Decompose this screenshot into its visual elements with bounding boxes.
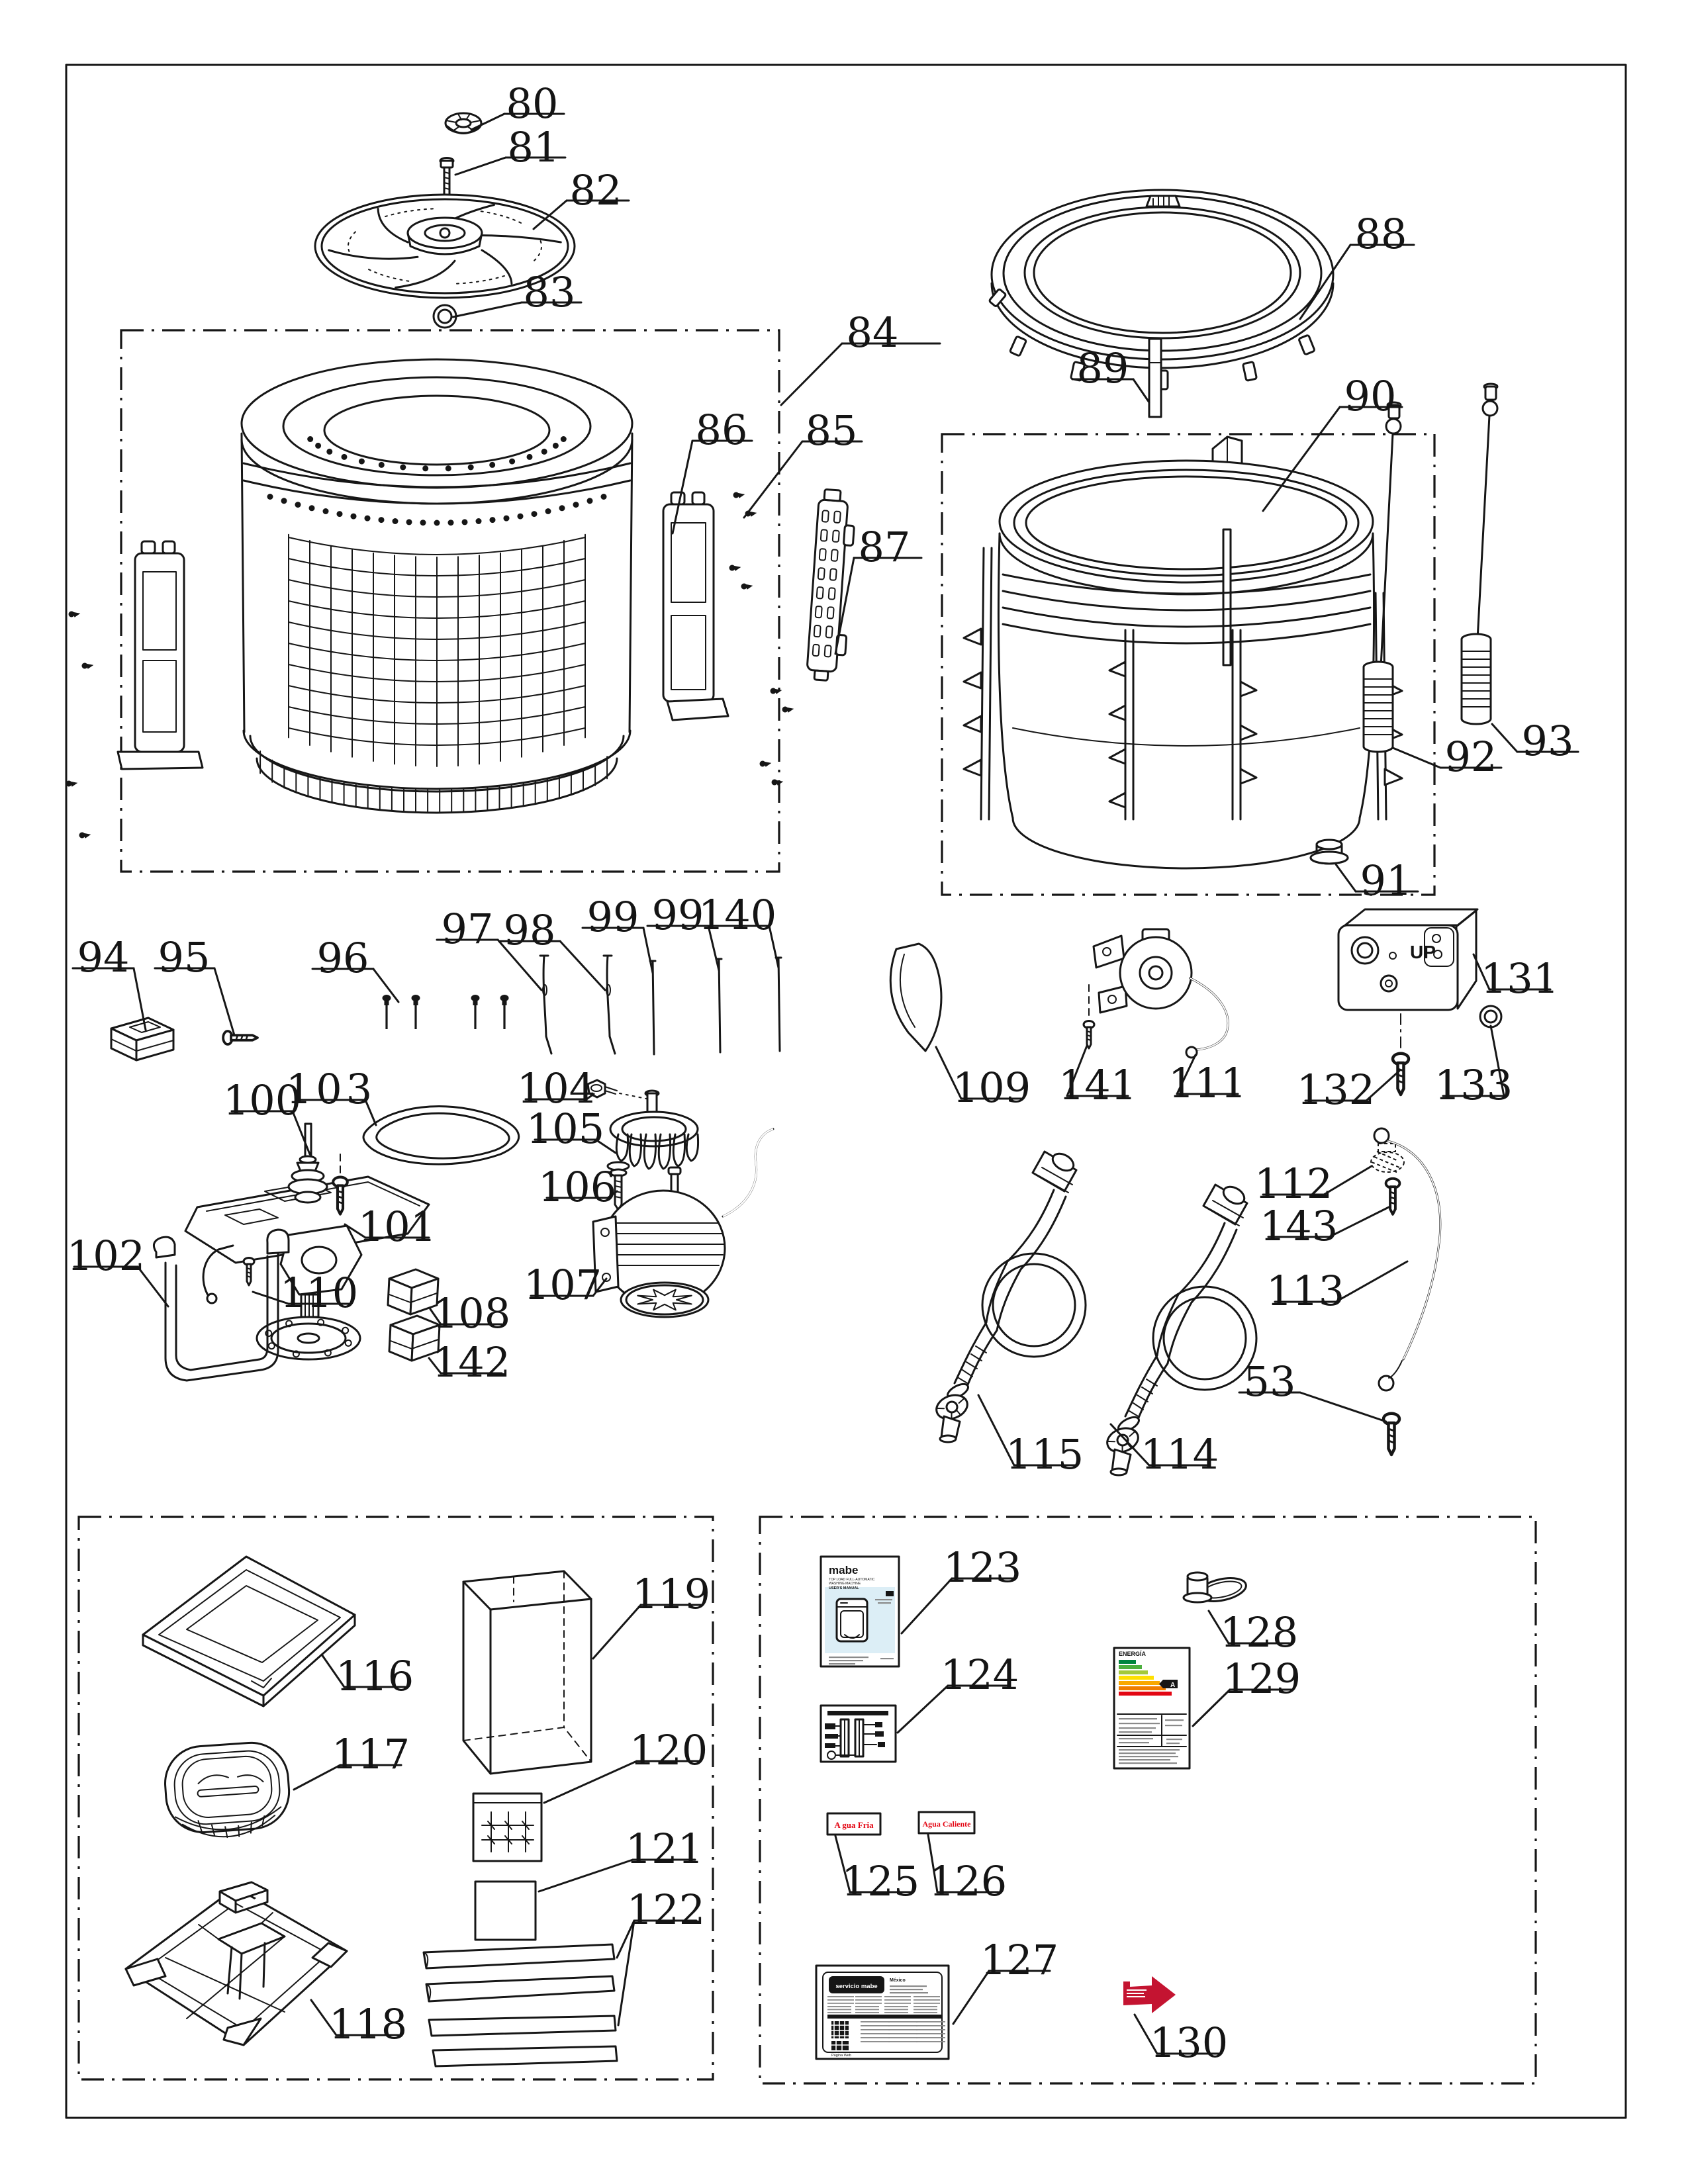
service-web: Página Web <box>831 2054 851 2058</box>
callout-122-51 <box>617 1886 705 2025</box>
part-140-rod <box>776 958 781 1051</box>
callout-129-58 <box>1193 1655 1301 1726</box>
label-126-hot-water <box>919 1812 974 1833</box>
callout-number: 53 <box>1243 1357 1296 1406</box>
part-94-connector-block <box>111 1018 173 1060</box>
callout-number: 140 <box>698 891 777 939</box>
callout-125-54 <box>835 1836 919 1905</box>
part-93-suspension-rod <box>1462 384 1497 724</box>
service-qr-codes <box>831 2021 849 2050</box>
callout-number: 133 <box>1434 1061 1513 1109</box>
callout-121-50 <box>539 1825 704 1891</box>
callout-number: 109 <box>952 1064 1031 1112</box>
callout-number: 97 <box>441 905 494 953</box>
callout-number: 108 <box>432 1289 511 1338</box>
part-98-bent-rod <box>604 956 615 1054</box>
part-124-wiring-diagram <box>821 1706 896 1762</box>
part-89-rod <box>1149 339 1161 417</box>
part-112-clip <box>1371 1144 1404 1173</box>
callout-number: 129 <box>1222 1655 1301 1703</box>
callout-number: 82 <box>569 166 622 214</box>
callout-number: 116 <box>335 1652 414 1700</box>
callout-123-52 <box>902 1543 1021 1633</box>
part-111-wire-harness <box>1186 978 1228 1058</box>
part-143-screw <box>1386 1179 1400 1214</box>
callout-111-33 <box>1168 1055 1246 1107</box>
part-115-inlet-hose <box>933 1150 1086 1442</box>
callout-number: 103 <box>285 1065 377 1113</box>
manual-washer-icon <box>837 1599 867 1641</box>
part-99-rod <box>650 961 655 1054</box>
callout-number: 91 <box>1360 856 1413 905</box>
callout-number: 107 <box>523 1261 602 1309</box>
callout-95-15 <box>155 933 234 1035</box>
callout-124-53 <box>898 1651 1019 1733</box>
callout-number: 123 <box>943 1543 1022 1592</box>
callout-number: 81 <box>507 123 560 171</box>
part-121-sheet <box>475 1882 536 1940</box>
callout-number: 95 <box>158 933 211 981</box>
part-108-damper <box>388 1269 438 1314</box>
callout-number: 113 <box>1266 1267 1345 1315</box>
part-109-guide-strip <box>890 944 941 1051</box>
part-116-top-foam-tray <box>143 1557 355 1706</box>
up-marking: UP <box>1410 942 1436 962</box>
callout-110-32 <box>253 1269 358 1317</box>
callout-number: 90 <box>1344 372 1397 420</box>
callout-99-19 <box>583 893 653 973</box>
callout-96-16 <box>312 934 399 1002</box>
part-118-base-foam <box>126 1882 347 2045</box>
part-80-seal-cap <box>445 113 481 134</box>
callout-number: 122 <box>626 1886 706 1934</box>
callout-number: 111 <box>1168 1059 1247 1107</box>
callout-number: 115 <box>1005 1430 1084 1479</box>
part-90-outer-tub <box>964 437 1402 868</box>
part-103-belt <box>363 1107 519 1165</box>
energy-grade: A <box>1170 1682 1176 1689</box>
part-120-hardware-sheet <box>473 1794 541 1861</box>
part-91-drain-cap <box>1311 840 1348 864</box>
callout-119-48 <box>593 1570 710 1659</box>
energy-title: ENERGÍA <box>1119 1651 1147 1657</box>
callout-131-42 <box>1474 954 1559 1003</box>
callout-number: 88 <box>1354 210 1407 258</box>
callout-number: 101 <box>357 1203 437 1251</box>
callout-number: 120 <box>629 1726 708 1774</box>
callout-92-12 <box>1393 733 1501 781</box>
callout-109-31 <box>936 1047 1031 1112</box>
callout-number: 112 <box>1254 1160 1333 1208</box>
part-123-user-manual <box>821 1557 899 1666</box>
callout-101-23 <box>345 1203 436 1251</box>
part-127-service-label <box>816 1966 949 2059</box>
callout-number: 102 <box>66 1232 146 1280</box>
callout-93-13 <box>1492 717 1578 765</box>
part-133-oring <box>1480 1006 1501 1027</box>
callout-133-44 <box>1434 1026 1513 1109</box>
part-99-rod-b <box>716 959 722 1052</box>
callout-number: 117 <box>331 1730 410 1778</box>
callout-number: 124 <box>940 1651 1019 1699</box>
part-92-suspension-rod <box>1364 402 1401 752</box>
callout-106-28 <box>538 1163 617 1211</box>
callout-number: 105 <box>526 1105 605 1153</box>
callout-132-43 <box>1297 1066 1399 1114</box>
callout-140-21 <box>698 891 778 968</box>
service-label-text: servicio mabe <box>835 1983 878 1990</box>
callout-116-45 <box>322 1652 414 1700</box>
callout-number: 130 <box>1149 2019 1229 2067</box>
callout-142-40 <box>429 1338 510 1387</box>
callout-108-30 <box>430 1289 510 1338</box>
callout-number: 83 <box>523 268 576 316</box>
callout-number: 106 <box>538 1163 617 1211</box>
part-128-cap-and-ring <box>1184 1572 1248 1605</box>
callout-number: 121 <box>625 1825 704 1873</box>
part-53-screw <box>1383 1414 1399 1455</box>
callout-number: 104 <box>516 1064 596 1113</box>
hot-label-text: Agua Caliente <box>922 1819 971 1829</box>
callout-number: 99 <box>651 891 704 939</box>
part-96-bolts <box>383 995 509 1029</box>
part-117-foam-basin <box>163 1741 292 1842</box>
callout-94-14 <box>73 933 146 1030</box>
callout-126-55 <box>928 1835 1007 1905</box>
cold-label-text: A gua Fria <box>834 1820 874 1830</box>
callout-118-47 <box>311 2000 407 2048</box>
callout-number: 142 <box>432 1338 511 1387</box>
callout-80-0 <box>471 79 564 130</box>
callouts-layer <box>67 79 1578 2067</box>
callout-113-35 <box>1266 1261 1407 1315</box>
part-97-bent-rod <box>540 956 551 1054</box>
callout-130-59 <box>1135 2015 1228 2067</box>
callout-number: 100 <box>222 1076 302 1124</box>
callout-number: 86 <box>695 406 748 454</box>
callout-number: 99 <box>586 893 639 941</box>
part-130-red-arrow <box>1123 1976 1176 2013</box>
callout-number: 85 <box>805 406 858 455</box>
callout-105-27 <box>526 1105 616 1153</box>
part-84-inner-basket <box>242 359 632 813</box>
callout-53-38 <box>1239 1357 1386 1422</box>
label-125-cold-water <box>827 1813 880 1835</box>
callout-number: 128 <box>1219 1608 1299 1657</box>
callout-115-37 <box>978 1395 1084 1479</box>
callout-number: 84 <box>846 308 899 357</box>
callout-number: 114 <box>1140 1430 1219 1479</box>
part-110-screw <box>244 1258 254 1286</box>
manual-title-1: TOP LOAD FULL-AUTOMATIC <box>829 1578 875 1582</box>
callout-84-4 <box>781 308 940 405</box>
part-122-foam-strips <box>424 1944 617 2066</box>
callout-number: 98 <box>503 906 556 954</box>
callout-number: 118 <box>328 2000 408 2048</box>
callout-128-57 <box>1209 1608 1298 1657</box>
callout-number: 94 <box>77 933 130 981</box>
part-141-drain-pump <box>1084 929 1192 1048</box>
part-105-clutch-rotor <box>610 1091 698 1169</box>
manual-brand: mabe <box>829 1564 859 1576</box>
callout-143-41 <box>1260 1202 1389 1250</box>
callout-number: 125 <box>841 1857 920 1905</box>
callout-number: 80 <box>506 79 559 128</box>
manual-title-3: USER'S MANUAL <box>829 1586 859 1590</box>
part-119-carton <box>463 1571 591 1774</box>
callout-number: 141 <box>1058 1061 1137 1109</box>
callout-number: 110 <box>279 1269 359 1317</box>
callout-number: 89 <box>1076 344 1129 392</box>
callout-107-29 <box>524 1261 606 1309</box>
callout-number: 93 <box>1521 717 1574 765</box>
callout-number: 132 <box>1296 1066 1376 1114</box>
callout-141-39 <box>1058 1046 1137 1109</box>
part-132-screw <box>1393 1014 1409 1095</box>
callout-112-34 <box>1254 1160 1372 1208</box>
callout-91-11 <box>1336 856 1418 905</box>
callout-number: 96 <box>316 934 369 982</box>
callout-number: 119 <box>632 1570 711 1618</box>
callout-number: 92 <box>1444 733 1497 781</box>
callout-117-46 <box>294 1730 410 1790</box>
callout-number: 131 <box>1480 954 1560 1003</box>
part-104-hex-bolt <box>588 1080 653 1100</box>
callout-number: 87 <box>858 523 911 571</box>
part-131-valve-box <box>1338 909 1477 1010</box>
callout-number: 143 <box>1259 1202 1338 1250</box>
callout-number: 127 <box>980 1936 1059 1984</box>
part-86-basket-latch-left <box>118 541 203 769</box>
callout-102-24 <box>67 1232 168 1306</box>
manual-title-2: WASHING MACHINE <box>829 1582 861 1586</box>
callout-number: 126 <box>928 1857 1008 1905</box>
part-95-screw <box>223 1031 258 1044</box>
service-country: México <box>890 1978 906 1983</box>
callout-127-56 <box>953 1936 1058 2024</box>
